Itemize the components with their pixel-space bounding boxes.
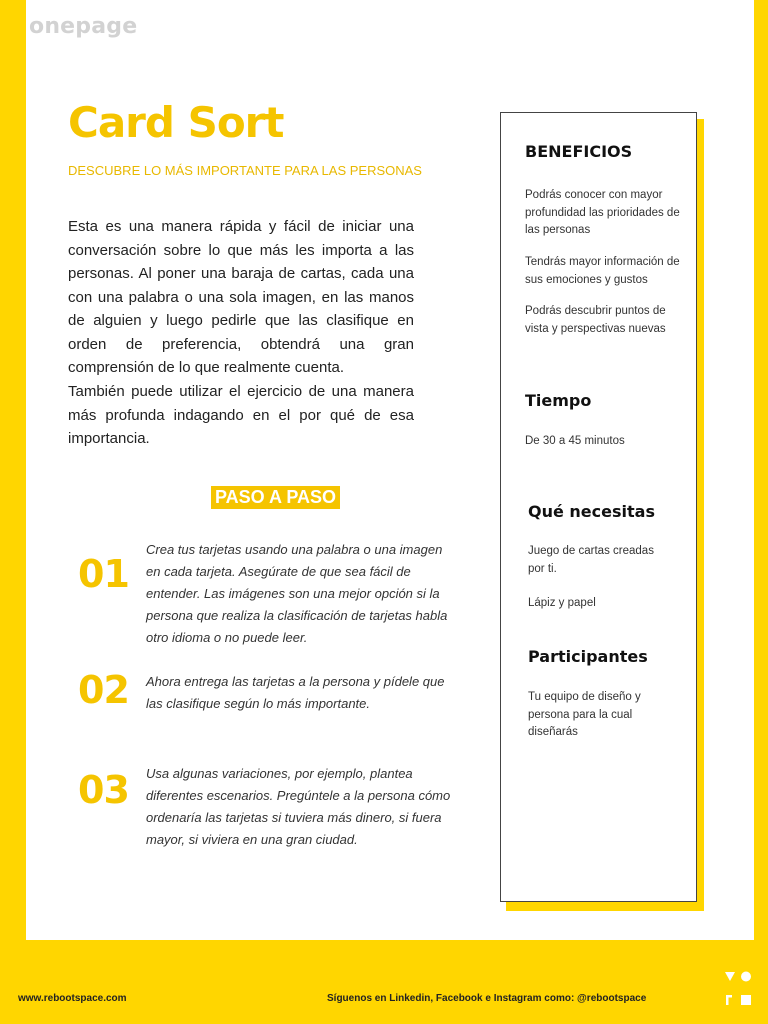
- steps-heading: PASO A PASO: [211, 486, 340, 509]
- reboot-logo-icon: [723, 970, 753, 1010]
- necesitas-item-1: Juego de cartas creadas por ti.: [528, 545, 654, 575]
- step-number-2: 02: [78, 668, 129, 712]
- info-card: [500, 112, 697, 902]
- step-text-3: Usa algunas variaciones, por ejemplo, plantea diferentes escenarios. Pregúntele a la persona cómo ordenaría las tarjetas si tuviera más dinero, si fuera mayor, si viviera en una gran ciudad.: [146, 766, 451, 847]
- step-number-1: 01: [78, 552, 129, 596]
- beneficio-item-2: Tendrás mayor información de sus emociones y gustos: [525, 256, 680, 286]
- footer-social-text: Síguenos en Linkedin, Facebook e Instagram como: @rebootspace: [327, 993, 647, 1004]
- necesitas-heading: Qué necesitas: [528, 502, 655, 521]
- brand-watermark: onepage: [29, 14, 138, 39]
- step-text-2: Ahora entrega las tarjetas a la persona y pídele que las clasifique según lo más importante.: [146, 674, 445, 711]
- beneficios-heading: BENEFICIOS: [525, 142, 633, 161]
- necesitas-item-2: Lápiz y papel: [528, 597, 596, 609]
- page-subtitle: DESCUBRE LO MÁS IMPORTANTE PARA LAS PERSONAS: [68, 163, 422, 178]
- step-text-1: Crea tus tarjetas usando una palabra o una imagen en cada tarjeta. Asegúrate de que sea fácil de entender. Las imágenes son una mejor opción si la persona que realiza la clasificación de tarjetas habla otro idioma o no puede leer.: [146, 542, 448, 645]
- page-title: Card Sort: [68, 98, 284, 147]
- step-number-3: 03: [78, 768, 129, 812]
- tiempo-heading: Tiempo: [525, 391, 592, 410]
- intro-paragraph-1: Esta es una manera rápida y fácil de iniciar una conversación sobre lo que más les importa a las personas. Al poner una baraja de cartas, cada una con una palabra o una sola imagen, en las manos de alguien y luego pedirle que las clasifique en orden de preferencia, obtendrá una gran comprensión de lo que realmente cuenta.: [68, 218, 414, 376]
- participantes-heading: Participantes: [528, 647, 648, 666]
- page-sheet: [26, 0, 754, 940]
- intro-paragraph-2: También puede utilizar el ejercicio de una manera más profunda indagando en el por qué de esa importancia.: [68, 383, 414, 447]
- beneficio-item-3: Podrás descubrir puntos de vista y perspectivas nuevas: [525, 305, 666, 335]
- tiempo-value: De 30 a 45 minutos: [525, 435, 625, 447]
- beneficio-item-1: Podrás conocer con mayor profundidad las prioridades de las personas: [525, 189, 680, 236]
- participantes-value: Tu equipo de diseño y persona para la cual diseñarás: [528, 691, 641, 738]
- footer-website-link[interactable]: www.rebootspace.com: [18, 993, 127, 1004]
